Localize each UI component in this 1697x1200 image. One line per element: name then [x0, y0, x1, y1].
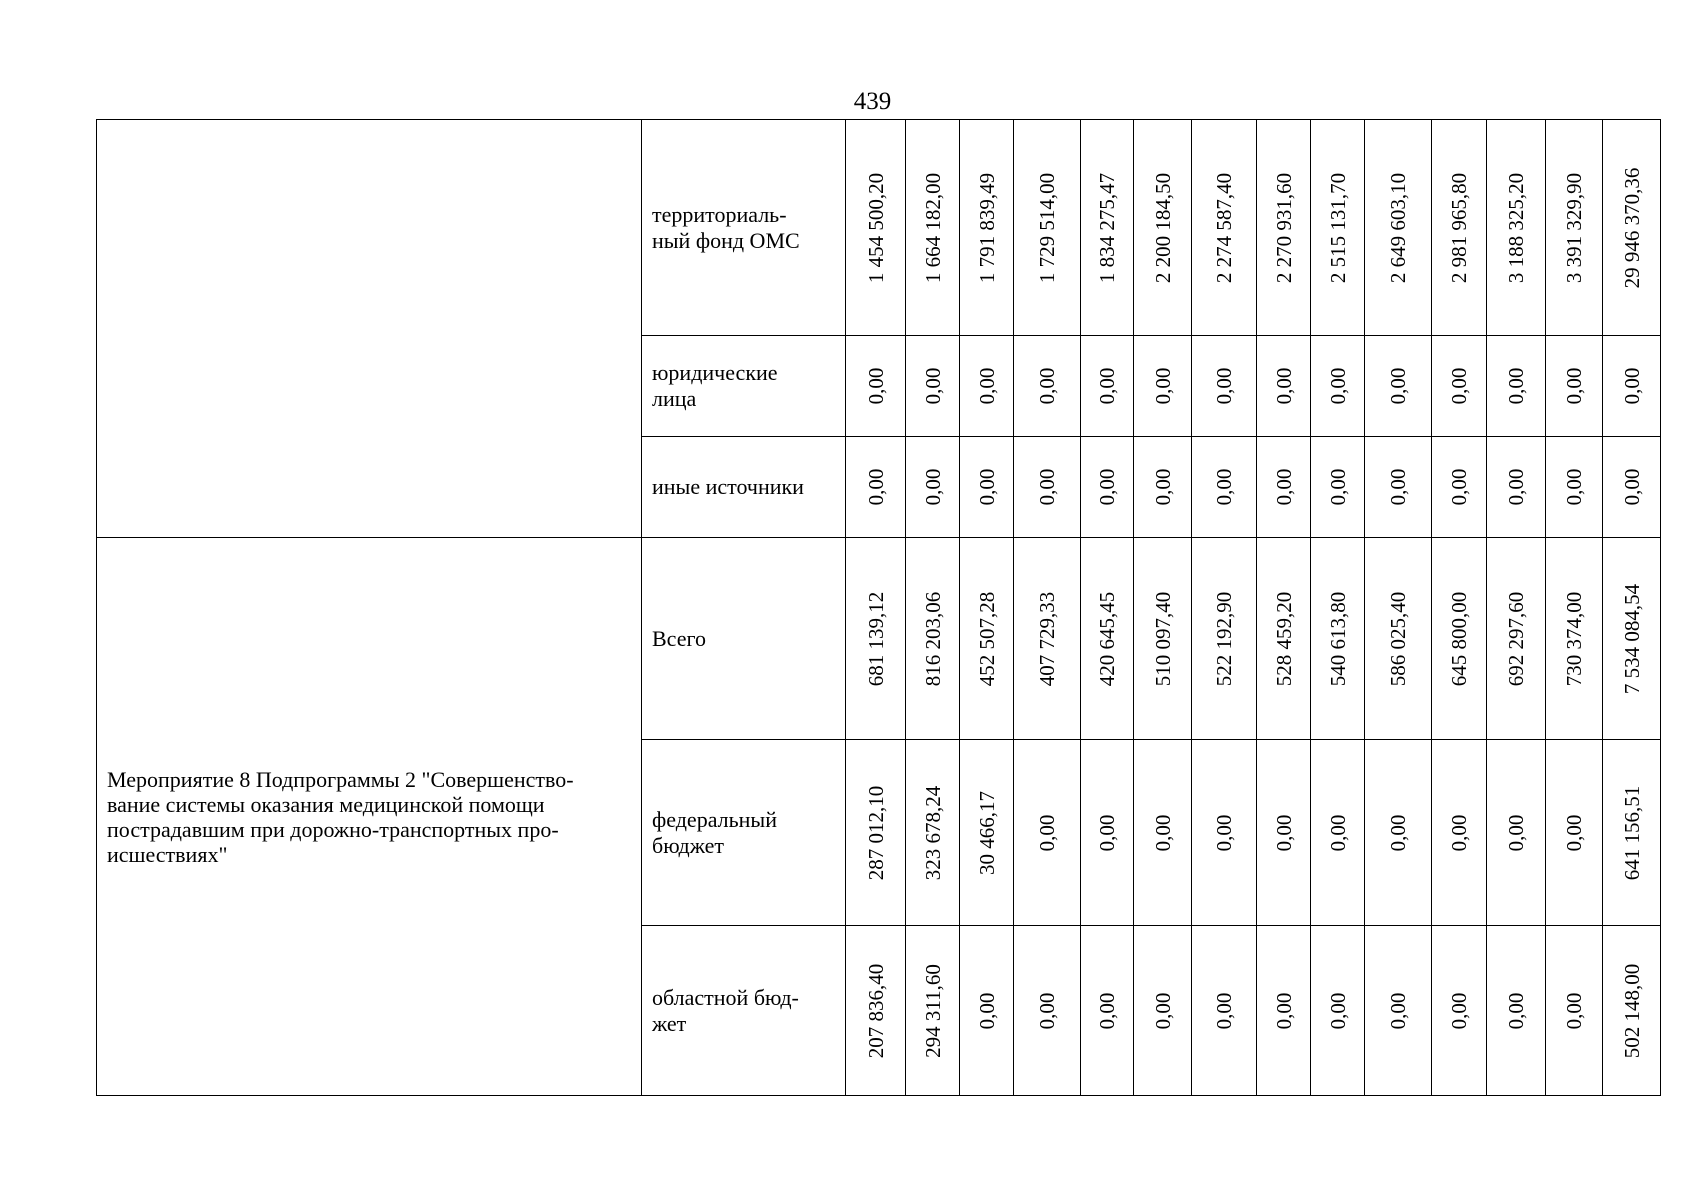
year-value-cell: [1081, 926, 1134, 1096]
amount-value: 0,00: [1212, 814, 1236, 851]
year-value-cell: [960, 740, 1014, 926]
amount-value: 0,00: [1212, 468, 1236, 506]
amount-value: 1 791 839,49: [974, 172, 999, 283]
amount-value: 0,00: [1150, 468, 1175, 506]
amount-value: 0,00: [974, 468, 999, 506]
amount-value: 294 311,60: [920, 963, 945, 1058]
year-value-cell: [1365, 538, 1432, 740]
amount-value: 0,00: [1504, 367, 1528, 405]
amount-value: 0,00: [1619, 367, 1644, 405]
year-value-cell: [960, 120, 1014, 336]
year-value-cell: [1365, 336, 1432, 437]
year-value-cell: [1546, 538, 1603, 740]
amount-value: 0,00: [1386, 367, 1410, 405]
amount-value: 0,00: [1271, 814, 1296, 851]
total-value-cell: [1603, 538, 1661, 740]
amount-value: 0,00: [863, 367, 888, 405]
amount-value: 29 946 370,36: [1619, 167, 1644, 288]
amount-value: 323 678,24: [920, 785, 945, 880]
year-value-cell: [1257, 538, 1311, 740]
amount-value: 0,00: [920, 468, 945, 506]
year-value-cell: [1487, 336, 1546, 437]
amount-value: 2 200 184,50: [1150, 172, 1175, 283]
amount-value: 0,00: [1386, 814, 1410, 851]
year-value-cell: [1432, 336, 1487, 437]
table-row: [97, 120, 1661, 336]
amount-value: 0,00: [1447, 367, 1471, 405]
year-value-cell: [1014, 336, 1081, 437]
year-value-cell: [1192, 926, 1257, 1096]
page-number: 439: [853, 88, 892, 115]
year-value-cell: [1546, 740, 1603, 926]
amount-value: 287 012,10: [863, 785, 888, 880]
amount-value: 0,00: [1325, 367, 1350, 405]
amount-value: 3 391 329,90: [1562, 172, 1586, 283]
year-value-cell: [846, 437, 906, 538]
funding-source-cell: территориаль- ный фонд ОМС: [642, 120, 846, 336]
amount-value: 0,00: [1035, 814, 1059, 851]
amount-value: 0,00: [1095, 367, 1119, 405]
amount-value: 0,00: [1325, 814, 1350, 851]
year-value-cell: [906, 336, 960, 437]
funding-source-cell: федеральный бюджет: [642, 740, 846, 926]
year-value-cell: [1311, 120, 1365, 336]
amount-value: 522 192,90: [1212, 591, 1236, 686]
year-value-cell: [1081, 120, 1134, 336]
amount-value: 407 729,33: [1035, 591, 1059, 686]
year-value-cell: [1311, 740, 1365, 926]
amount-value: 0,00: [1150, 814, 1175, 851]
year-value-cell: [1257, 740, 1311, 926]
amount-value: 1 729 514,00: [1035, 172, 1059, 283]
amount-value: 0,00: [1035, 367, 1059, 405]
total-value-cell: [1603, 120, 1661, 336]
year-value-cell: [906, 740, 960, 926]
funding-source-cell: областной бюд- жет: [642, 926, 846, 1096]
year-value-cell: [1134, 437, 1192, 538]
year-value-cell: [1081, 437, 1134, 538]
year-value-cell: [846, 336, 906, 437]
amount-value: 2 649 603,10: [1386, 172, 1410, 283]
amount-value: 2 515 131,70: [1325, 172, 1350, 283]
year-value-cell: [960, 336, 1014, 437]
year-value-cell: [906, 926, 960, 1096]
event-name-cell: [97, 120, 642, 538]
year-value-cell: [1081, 740, 1134, 926]
year-value-cell: [1134, 538, 1192, 740]
year-value-cell: [1487, 538, 1546, 740]
amount-value: 0,00: [1447, 814, 1471, 851]
year-value-cell: [1014, 120, 1081, 336]
year-value-cell: [1257, 437, 1311, 538]
year-value-cell: [1546, 437, 1603, 538]
amount-value: 0,00: [1035, 468, 1059, 506]
year-value-cell: [1192, 740, 1257, 926]
amount-value: 0,00: [1271, 992, 1296, 1029]
amount-value: 3 188 325,20: [1504, 172, 1528, 283]
event-name-cell: Мероприятие 8 Подпрограммы 2 "Совершенство- вание системы оказания медицинской помощи пострадавшим при дорожно-транспортных про- исшествиях": [97, 538, 642, 1096]
total-value-cell: [1603, 437, 1661, 538]
amount-value: 0,00: [1562, 992, 1586, 1029]
amount-value: 0,00: [1212, 367, 1236, 405]
funding-source-cell: Всего: [642, 538, 846, 740]
amount-value: 0,00: [1386, 468, 1410, 506]
amount-value: 641 156,51: [1619, 785, 1644, 880]
amount-value: 0,00: [1095, 814, 1119, 851]
amount-value: 7 534 084,54: [1619, 583, 1644, 694]
total-value-cell: [1603, 926, 1661, 1096]
year-value-cell: [1081, 538, 1134, 740]
year-value-cell: [1546, 336, 1603, 437]
amount-value: 452 507,28: [974, 591, 999, 686]
amount-value: 2 981 965,80: [1447, 172, 1471, 283]
amount-value: 0,00: [974, 367, 999, 405]
amount-value: 2 274 587,40: [1212, 172, 1236, 283]
amount-value: 0,00: [1562, 468, 1586, 506]
year-value-cell: [1257, 120, 1311, 336]
amount-value: 0,00: [1619, 468, 1644, 506]
year-value-cell: [1257, 926, 1311, 1096]
year-value-cell: [1311, 336, 1365, 437]
year-value-cell: [1546, 926, 1603, 1096]
budget-table: [96, 119, 1661, 1096]
year-value-cell: [1134, 740, 1192, 926]
year-value-cell: [1487, 926, 1546, 1096]
year-value-cell: [846, 538, 906, 740]
year-value-cell: [1192, 120, 1257, 336]
amount-value: 0,00: [1447, 468, 1471, 506]
year-value-cell: [1365, 740, 1432, 926]
amount-value: 0,00: [1271, 367, 1296, 405]
amount-value: 0,00: [1150, 367, 1175, 405]
year-value-cell: [1014, 740, 1081, 926]
year-value-cell: [1134, 336, 1192, 437]
year-value-cell: [960, 926, 1014, 1096]
year-value-cell: [906, 538, 960, 740]
amount-value: 0,00: [1035, 992, 1059, 1029]
year-value-cell: [1257, 336, 1311, 437]
amount-value: 420 645,45: [1095, 591, 1119, 686]
year-value-cell: [1487, 437, 1546, 538]
year-value-cell: [1081, 336, 1134, 437]
year-value-cell: [960, 437, 1014, 538]
amount-value: 0,00: [1562, 367, 1586, 405]
amount-value: 30 466,17: [974, 790, 999, 875]
year-value-cell: [1487, 120, 1546, 336]
year-value-cell: [1192, 538, 1257, 740]
amount-value: 0,00: [1504, 468, 1528, 506]
funding-source-cell: юридические лица: [642, 336, 846, 437]
amount-value: 816 203,06: [920, 591, 945, 686]
year-value-cell: [1365, 437, 1432, 538]
amount-value: 692 297,60: [1504, 591, 1528, 686]
year-value-cell: [1014, 926, 1081, 1096]
total-value-cell: [1603, 740, 1661, 926]
year-value-cell: [1432, 120, 1487, 336]
amount-value: 207 836,40: [863, 963, 888, 1058]
year-value-cell: [1014, 437, 1081, 538]
year-value-cell: [1134, 120, 1192, 336]
amount-value: 0,00: [920, 367, 945, 405]
year-value-cell: [1192, 437, 1257, 538]
amount-value: 510 097,40: [1150, 591, 1175, 686]
amount-value: 0,00: [1325, 468, 1350, 506]
year-value-cell: [1311, 437, 1365, 538]
year-value-cell: [1432, 538, 1487, 740]
year-value-cell: [1365, 926, 1432, 1096]
amount-value: 1 664 182,00: [920, 172, 945, 283]
year-value-cell: [846, 120, 906, 336]
amount-value: 0,00: [1271, 468, 1296, 506]
amount-value: 0,00: [1562, 814, 1586, 851]
year-value-cell: [1432, 740, 1487, 926]
amount-value: 0,00: [863, 468, 888, 506]
year-value-cell: [1546, 120, 1603, 336]
year-value-cell: [846, 740, 906, 926]
amount-value: 730 374,00: [1562, 591, 1586, 686]
amount-value: 0,00: [1504, 992, 1528, 1029]
year-value-cell: [1014, 538, 1081, 740]
amount-value: 0,00: [1386, 992, 1410, 1029]
amount-value: 0,00: [1150, 992, 1175, 1029]
amount-value: 681 139,12: [863, 591, 888, 686]
year-value-cell: [906, 437, 960, 538]
amount-value: 1 454 500,20: [863, 172, 888, 283]
year-value-cell: [846, 926, 906, 1096]
amount-value: 528 459,20: [1271, 591, 1296, 686]
amount-value: 586 025,40: [1386, 591, 1410, 686]
year-value-cell: [1192, 336, 1257, 437]
amount-value: 1 834 275,47: [1095, 172, 1119, 283]
year-value-cell: [1134, 926, 1192, 1096]
amount-value: 0,00: [1325, 992, 1350, 1029]
amount-value: 0,00: [1447, 992, 1471, 1029]
year-value-cell: [960, 538, 1014, 740]
year-value-cell: [1311, 926, 1365, 1096]
year-value-cell: [906, 120, 960, 336]
amount-value: 0,00: [1095, 992, 1119, 1029]
table-row: [97, 538, 1661, 740]
amount-value: 0,00: [1212, 992, 1236, 1029]
year-value-cell: [1432, 926, 1487, 1096]
funding-source-cell: иные источники: [642, 437, 846, 538]
year-value-cell: [1432, 437, 1487, 538]
amount-value: 0,00: [1504, 814, 1528, 851]
amount-value: 0,00: [974, 992, 999, 1029]
year-value-cell: [1487, 740, 1546, 926]
total-value-cell: [1603, 336, 1661, 437]
amount-value: 645 800,00: [1447, 591, 1471, 686]
amount-value: 0,00: [1095, 468, 1119, 506]
year-value-cell: [1365, 120, 1432, 336]
amount-value: 2 270 931,60: [1271, 172, 1296, 283]
amount-value: 502 148,00: [1619, 963, 1644, 1058]
amount-value: 540 613,80: [1325, 591, 1350, 686]
year-value-cell: [1311, 538, 1365, 740]
